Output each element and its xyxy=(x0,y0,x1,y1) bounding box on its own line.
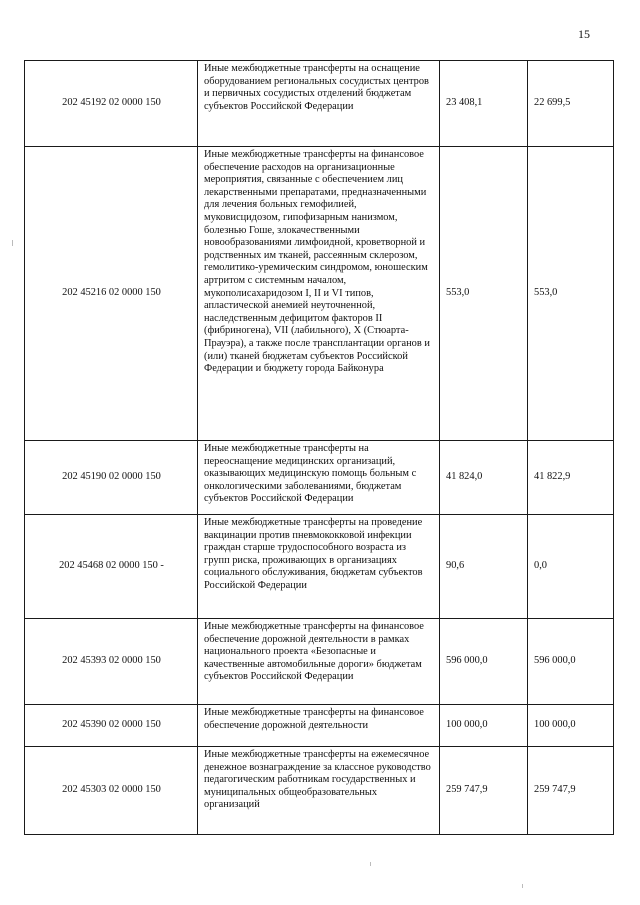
description-cell: Иные межбюджетные трансферты на финансовое обеспечение дорожной деятельности в рамках национального проекта «Безопасные и качественные автомобильные дороги» бюджетам субъектов Российской Федерации xyxy=(198,619,440,705)
table-row xyxy=(25,705,614,747)
scan-artifact xyxy=(522,884,523,888)
budget-transfers-table xyxy=(24,60,614,835)
budget-code-cell: 202 45468 02 0000 150 - xyxy=(25,515,198,619)
value-cell-2: 41 822,9 xyxy=(528,441,614,515)
description-cell: Иные межбюджетные трансферты на проведение вакцинации против пневмококковой инфекции граждан старше трудоспособного возраста из групп риска, проживающих в организациях социального обслуживания, бюджетам субъектов Российской Федерации xyxy=(198,515,440,619)
table-row xyxy=(25,147,614,441)
description-cell: Иные межбюджетные трансферты на финансовое обеспечение расходов на организационные мероприятия, связанные с обеспечением лиц лекарственными препаратами, предназначенными для лечения больных гемофилией, муковисцидозом, гипофизарным нанизмом, болезнью Гоше, злокачественными новообразованиями лимфоидной, кроветворной и родственных им тканей, рассеянным склерозом, гемолитико-уремическим синдромом, юношеским артритом с системным началом, мукополисахаридозом I, II и VI типов, апластической анемией неуточненной, наследственным дефицитом факторов II (фибриногена), VII (лабильного), X (Стюарта-Прауэра), а также после трансплантации органов и (или) тканей бюджетам субъектов Российской Федерации и бюджету города Байконура xyxy=(198,147,440,441)
value-cell-1: 90,6 xyxy=(440,515,528,619)
table-row xyxy=(25,619,614,705)
budget-code-cell: 202 45393 02 0000 150 xyxy=(25,619,198,705)
budget-code-cell: 202 45390 02 0000 150 xyxy=(25,705,198,747)
scan-artifact xyxy=(12,240,13,246)
budget-code-cell: 202 45192 02 0000 150 xyxy=(25,61,198,147)
value-cell-1: 100 000,0 xyxy=(440,705,528,747)
budget-code-cell: 202 45216 02 0000 150 xyxy=(25,147,198,441)
value-cell-2: 259 747,9 xyxy=(528,747,614,835)
table-row xyxy=(25,61,614,147)
page-number: 15 xyxy=(578,27,590,41)
value-cell-2: 22 699,5 xyxy=(528,61,614,147)
value-cell-1: 259 747,9 xyxy=(440,747,528,835)
value-cell-1: 596 000,0 xyxy=(440,619,528,705)
value-cell-1: 553,0 xyxy=(440,147,528,441)
value-cell-2: 553,0 xyxy=(528,147,614,441)
budget-code-cell: 202 45303 02 0000 150 xyxy=(25,747,198,835)
table-row xyxy=(25,515,614,619)
value-cell-1: 41 824,0 xyxy=(440,441,528,515)
description-cell: Иные межбюджетные трансферты на ежемесячное денежное вознаграждение за классное руководство педагогическим работникам государственных и муниципальных общеобразовательных организаций xyxy=(198,747,440,835)
description-cell: Иные межбюджетные трансферты на финансовое обеспечение дорожной деятельности xyxy=(198,705,440,747)
value-cell-2: 100 000,0 xyxy=(528,705,614,747)
scan-artifact xyxy=(370,862,371,866)
value-cell-2: 0,0 xyxy=(528,515,614,619)
description-cell: Иные межбюджетные трансферты на переоснащение медицинских организаций, оказывающих медицинскую помощь больным с онкологическими заболеваниями, бюджетам субъектов Российской Федерации xyxy=(198,441,440,515)
value-cell-2: 596 000,0 xyxy=(528,619,614,705)
value-cell-1: 23 408,1 xyxy=(440,61,528,147)
table-row xyxy=(25,747,614,835)
table-row xyxy=(25,441,614,515)
description-cell: Иные межбюджетные трансферты на оснащение оборудованием региональных сосудистых центров и первичных сосудистых отделений бюджетам субъектов Российской Федерации xyxy=(198,61,440,147)
budget-code-cell: 202 45190 02 0000 150 xyxy=(25,441,198,515)
